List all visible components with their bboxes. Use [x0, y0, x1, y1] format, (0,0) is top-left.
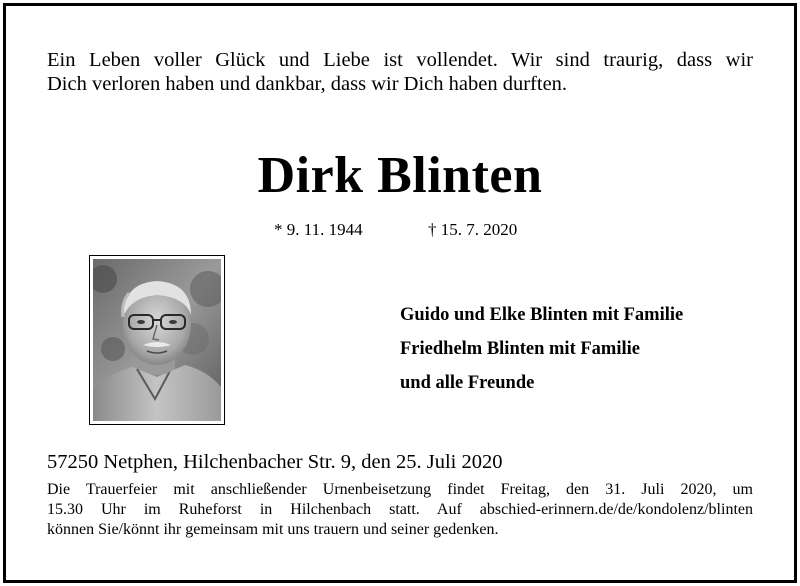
mourner-line: Friedhelm Blinten mit Familie — [400, 339, 640, 359]
notice-line: 15.30 Uhr im Ruheforst in Hilchenbach statt. Auf abschied-erinnern.de/de/kondolenz/blinten — [47, 501, 753, 518]
deceased-name: Dirk Blinten — [257, 147, 543, 204]
notice-line: Die Trauerfeier mit anschließender Urnenbeisetzung findet Freitag, den 31. Juli 2020, um — [47, 481, 753, 498]
intro-line: Dich verloren haben und dankbar, dass wir Dich haben durften. — [47, 73, 568, 95]
mourner-line: Guido und Elke Blinten mit Familie — [400, 305, 684, 325]
notice-line: können Sie/könnt ihr gemeinsam mit uns trauern und seiner gedenken. — [47, 521, 499, 538]
mourner-line: und alle Freunde — [400, 373, 535, 393]
intro-text — [47, 48, 753, 96]
portrait-photo — [89, 255, 225, 425]
birth-date: * 9. 11. 1944 — [274, 220, 363, 239]
portrait-image — [93, 259, 221, 421]
funeral-notice — [47, 480, 753, 540]
death-date: † 15. 7. 2020 — [428, 220, 518, 239]
intro-line: Ein Leben voller Glück und Liebe ist vollendet. Wir sind traurig, dass wir — [47, 49, 753, 71]
mourners-list — [400, 298, 683, 400]
place-and-date: 57250 Netphen, Hilchenbacher Str. 9, den 25. Juli 2020 — [47, 451, 503, 473]
